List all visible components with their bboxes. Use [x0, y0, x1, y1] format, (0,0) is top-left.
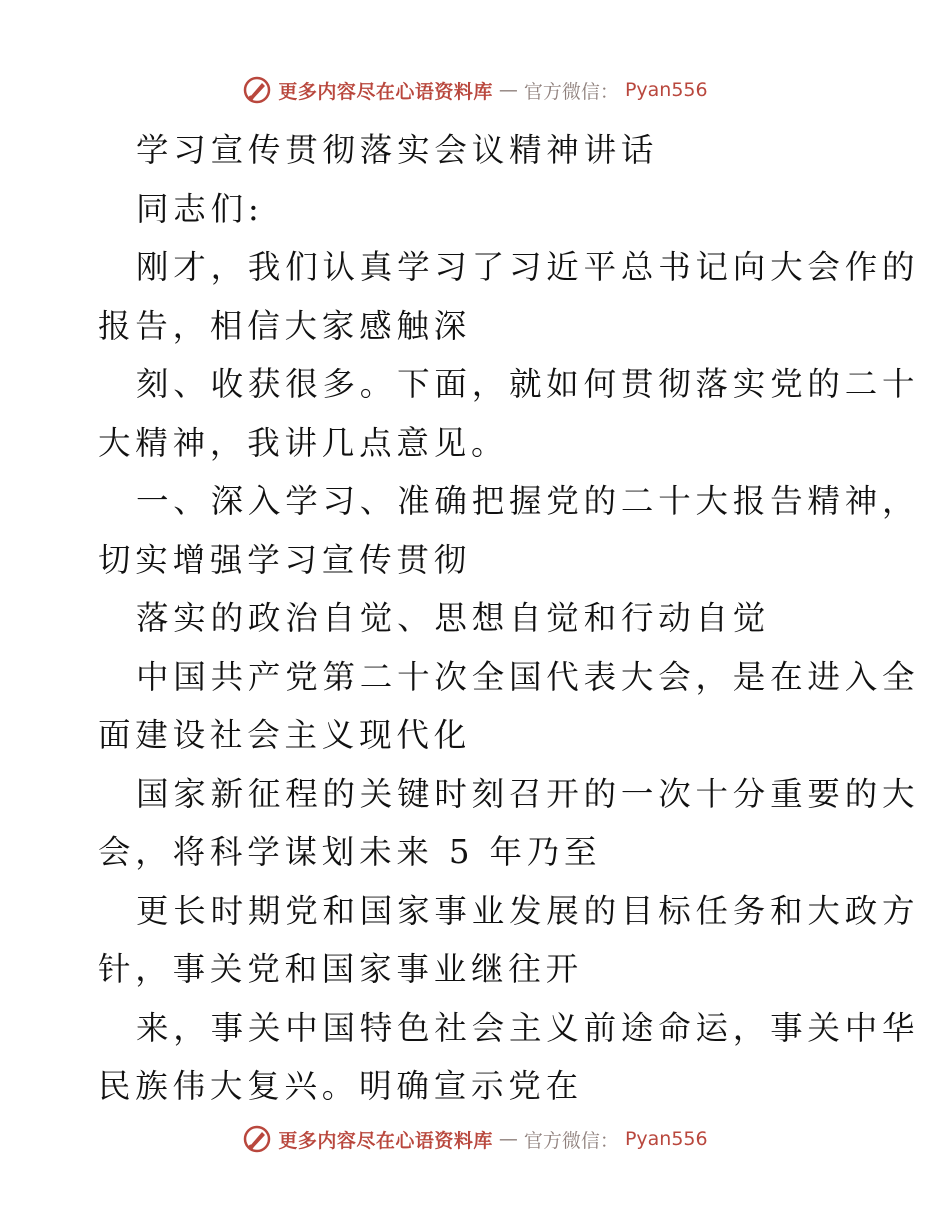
- watermark-separator: —: [498, 1128, 518, 1150]
- paragraph-line: 一、深入学习、准确把握党的二十大报告精神，: [136, 482, 920, 520]
- watermark-wechat-label: 官方微信：: [523, 1129, 619, 1152]
- paragraph-line: 来，事关中国特色社会主义前途命运，事关中华: [136, 1008, 920, 1047]
- paragraph-line: 会，将科学谋划未来 5 年乃至: [98, 833, 602, 871]
- watermark-separator: —: [498, 79, 518, 101]
- footer-watermark: [0, 1119, 950, 1159]
- paragraph-line: 中国共产党第二十次全国代表大会，是在进入全: [136, 657, 920, 696]
- watermark-wechat-id: Pyan556: [624, 1128, 708, 1150]
- paragraph-line: 面建设社会主义现代化: [98, 716, 472, 754]
- watermark-text: 更多内容尽在心语资料库: [278, 80, 493, 103]
- brush-logo-icon: [242, 1124, 272, 1154]
- paragraph-line: 落实的政治自觉、思想自觉和行动自觉: [136, 599, 771, 637]
- document-title: 学习宣传贯彻落实会议精神讲话: [136, 131, 659, 169]
- document-body: [98, 121, 920, 1116]
- paragraph-line: 同志们:: [136, 189, 264, 228]
- brush-logo-icon: [242, 75, 272, 105]
- paragraph-line: 切实增强学习宣传贯彻: [98, 540, 472, 579]
- paragraph-line: 刻、收获很多。下面，就如何贯彻落实党的二十: [136, 365, 920, 403]
- paragraph-line: 针，事关党和国家事业继往开: [98, 950, 583, 988]
- paragraph-line: 报告，相信大家感触深: [98, 306, 472, 345]
- paragraph-line: 国家新征程的关键时刻召开的一次十分重要的大: [136, 774, 920, 813]
- paragraph-line: 民族伟大复兴。明确宣示党在: [98, 1067, 583, 1105]
- watermark-text: 更多内容尽在心语资料库: [278, 1129, 493, 1152]
- watermark-wechat-label: 官方微信：: [523, 80, 619, 103]
- watermark-wechat-id: Pyan556: [624, 79, 708, 101]
- paragraph-line: 大精神，我讲几点意见。: [98, 423, 509, 462]
- paragraph-line: 刚才，我们认真学习了习近平总书记向大会作的: [136, 248, 920, 286]
- header-watermark: [0, 70, 950, 110]
- paragraph-line: 更长时期党和国家事业发展的目标任务和大政方: [136, 891, 920, 930]
